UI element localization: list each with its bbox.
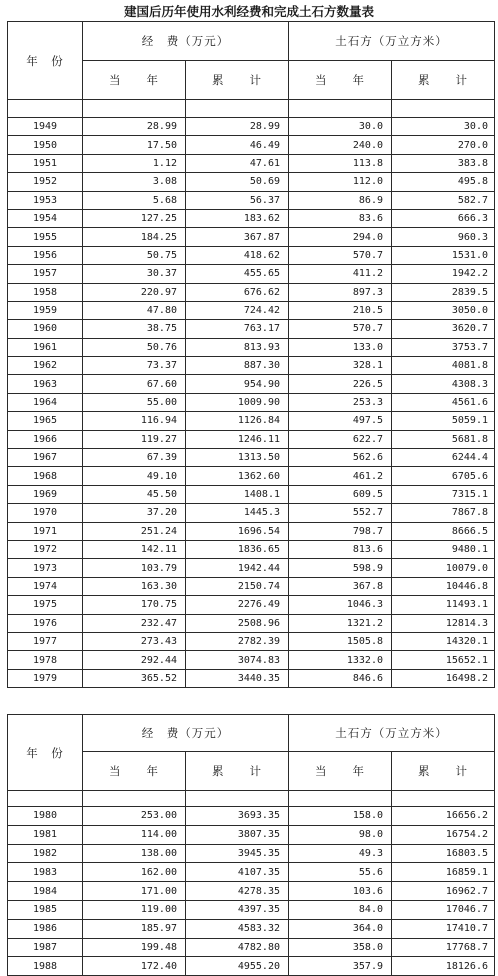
earthwork-current-cell: 552.7: [289, 504, 392, 522]
funds-cumulative-cell: 2508.96: [186, 614, 289, 632]
funds-cumulative-cell: 3807.35: [186, 825, 289, 844]
funds-cumulative-cell: 1009.90: [186, 393, 289, 411]
year-cell: 1985: [8, 900, 83, 919]
funds-cumulative-cell: 367.87: [186, 228, 289, 246]
year-cell: 1973: [8, 559, 83, 577]
funds-cumulative-cell: 4107.35: [186, 863, 289, 882]
earthwork-cumulative-cell: 3620.7: [392, 320, 495, 338]
year-cell: 1984: [8, 882, 83, 901]
earthwork-current-cell: 226.5: [289, 375, 392, 393]
funds-header: 经 费（万元）: [83, 22, 289, 61]
table-row: [8, 467, 495, 485]
year-cell: 1971: [8, 522, 83, 540]
table-row: [8, 173, 495, 191]
earthwork-current-cell: 328.1: [289, 357, 392, 375]
earthwork-cumulative-cell: 1942.2: [392, 265, 495, 283]
table-row: [8, 154, 495, 172]
earthwork-cumulative-cell: 11493.1: [392, 596, 495, 614]
earthwork-current-cell: 798.7: [289, 522, 392, 540]
year-cell: 1959: [8, 301, 83, 319]
funds-current-cell: 365.52: [83, 669, 186, 687]
funds-cumulative-cell: 28.99: [186, 118, 289, 136]
table-row: [8, 577, 495, 595]
funds-current-cell: 138.00: [83, 844, 186, 863]
funds-earthwork-table-1949-1979: [7, 21, 495, 688]
earthwork-cumulative-cell: 5059.1: [392, 412, 495, 430]
funds-current-cell: 273.43: [83, 632, 186, 650]
table-row: [8, 900, 495, 919]
year-cell: 1979: [8, 669, 83, 687]
funds-header: 经 费（万元）: [83, 715, 289, 752]
table-row: [8, 430, 495, 448]
earthwork-cumulative-cell: 4081.8: [392, 357, 495, 375]
earthwork-current-cell: 609.5: [289, 485, 392, 503]
earthwork-cumulative-cell: 4308.3: [392, 375, 495, 393]
year-cell: 1958: [8, 283, 83, 301]
year-cell: 1953: [8, 191, 83, 209]
funds-cumulative-cell: 1408.1: [186, 485, 289, 503]
funds-cumulative-cell: 2150.74: [186, 577, 289, 595]
table-row: [8, 938, 495, 957]
header-spacer-row: [8, 791, 495, 807]
funds-cumulative-cell: 1362.60: [186, 467, 289, 485]
earthwork-cumulative-cell: 16656.2: [392, 807, 495, 826]
funds-current-cell: 292.44: [83, 651, 186, 669]
year-cell: 1988: [8, 957, 83, 976]
year-cell: 1963: [8, 375, 83, 393]
year-cell: 1950: [8, 136, 83, 154]
year-header: 年 份: [8, 715, 83, 791]
funds-current-cell: 162.00: [83, 863, 186, 882]
earthwork-current-cell: 897.3: [289, 283, 392, 301]
earthwork-current-cell: 1321.2: [289, 614, 392, 632]
earthwork-current-cell: 86.9: [289, 191, 392, 209]
earthwork-current-cell: 461.2: [289, 467, 392, 485]
funds-cumulative-cell: 56.37: [186, 191, 289, 209]
year-cell: 1949: [8, 118, 83, 136]
year-cell: 1982: [8, 844, 83, 863]
funds-cumulative-cell: 2276.49: [186, 596, 289, 614]
earthwork-cumulative-cell: 582.7: [392, 191, 495, 209]
earthwork-current-cell: 1505.8: [289, 632, 392, 650]
earthwork-cumulative-cell: 10079.0: [392, 559, 495, 577]
earthwork-current-cell: 367.8: [289, 577, 392, 595]
earthwork-current-cell: 846.6: [289, 669, 392, 687]
table-1-body: [8, 118, 495, 688]
funds-cumulative-cell: 1246.11: [186, 430, 289, 448]
earthwork-header: 土石方（万立方米）: [289, 22, 495, 61]
earthwork-cumulative-cell: 17410.7: [392, 919, 495, 938]
funds-current-cell: 3.08: [83, 173, 186, 191]
funds-current-cell: 119.27: [83, 430, 186, 448]
earthwork-current-cell: 357.9: [289, 957, 392, 976]
earthwork-current-cell: 598.9: [289, 559, 392, 577]
funds-cumulative-cell: 1313.50: [186, 449, 289, 467]
earthwork-cumulative-cell: 16754.2: [392, 825, 495, 844]
earthwork-current-cell: 294.0: [289, 228, 392, 246]
funds-cumulative-cell: 954.90: [186, 375, 289, 393]
earthwork-cumulative-cell: 6244.4: [392, 449, 495, 467]
funds-current-cell: 170.75: [83, 596, 186, 614]
year-cell: 1954: [8, 209, 83, 227]
funds-current-header: 当 年: [83, 61, 186, 100]
table-row: [8, 651, 495, 669]
funds-current-cell: 1.12: [83, 154, 186, 172]
year-cell: 1951: [8, 154, 83, 172]
table-row: [8, 338, 495, 356]
earthwork-cumulative-cell: 5681.8: [392, 430, 495, 448]
funds-cumulative-header: 累 计: [186, 752, 289, 791]
earthwork-cumulative-cell: 18126.6: [392, 957, 495, 976]
earthwork-cumulative-cell: 15652.1: [392, 651, 495, 669]
funds-cumulative-cell: 4397.35: [186, 900, 289, 919]
year-cell: 1962: [8, 357, 83, 375]
table-row: [8, 301, 495, 319]
funds-earthwork-table-1980-1988: [7, 714, 495, 976]
earthwork-current-cell: 364.0: [289, 919, 392, 938]
year-cell: 1981: [8, 825, 83, 844]
funds-cumulative-header: 累 计: [186, 61, 289, 100]
earthwork-current-cell: 112.0: [289, 173, 392, 191]
funds-current-cell: 119.00: [83, 900, 186, 919]
funds-cumulative-cell: 418.62: [186, 246, 289, 264]
earthwork-cumulative-cell: 383.8: [392, 154, 495, 172]
year-cell: 1987: [8, 938, 83, 957]
earthwork-current-cell: 411.2: [289, 265, 392, 283]
funds-current-cell: 49.10: [83, 467, 186, 485]
funds-current-header: 当 年: [83, 752, 186, 791]
table-row: [8, 393, 495, 411]
earthwork-current-cell: 813.6: [289, 540, 392, 558]
funds-current-cell: 45.50: [83, 485, 186, 503]
funds-current-cell: 17.50: [83, 136, 186, 154]
funds-cumulative-cell: 763.17: [186, 320, 289, 338]
earthwork-cumulative-cell: 16859.1: [392, 863, 495, 882]
earthwork-current-cell: 113.8: [289, 154, 392, 172]
funds-cumulative-cell: 455.65: [186, 265, 289, 283]
earthwork-current-cell: 133.0: [289, 338, 392, 356]
earthwork-current-cell: 49.3: [289, 844, 392, 863]
funds-cumulative-cell: 4955.20: [186, 957, 289, 976]
table-row: [8, 957, 495, 976]
funds-cumulative-cell: 1836.65: [186, 540, 289, 558]
funds-cumulative-cell: 50.69: [186, 173, 289, 191]
funds-current-cell: 184.25: [83, 228, 186, 246]
table-row: [8, 449, 495, 467]
table-row: [8, 863, 495, 882]
earthwork-current-header: 当 年: [289, 61, 392, 100]
year-cell: 1965: [8, 412, 83, 430]
earthwork-current-cell: 253.3: [289, 393, 392, 411]
funds-current-cell: 73.37: [83, 357, 186, 375]
earthwork-cumulative-cell: 495.8: [392, 173, 495, 191]
year-header: 年 份: [8, 22, 83, 100]
funds-cumulative-cell: 4782.80: [186, 938, 289, 957]
earthwork-cumulative-header: 累 计: [392, 752, 495, 791]
funds-current-cell: 171.00: [83, 882, 186, 901]
funds-cumulative-cell: 183.62: [186, 209, 289, 227]
earthwork-cumulative-cell: 8666.5: [392, 522, 495, 540]
table-row: [8, 375, 495, 393]
table-row: [8, 228, 495, 246]
earthwork-cumulative-cell: 30.0: [392, 118, 495, 136]
year-cell: 1967: [8, 449, 83, 467]
funds-cumulative-cell: 724.42: [186, 301, 289, 319]
table-2-body: [8, 807, 495, 976]
funds-cumulative-cell: 1126.84: [186, 412, 289, 430]
funds-cumulative-cell: 1696.54: [186, 522, 289, 540]
earthwork-cumulative-cell: 960.3: [392, 228, 495, 246]
earthwork-current-cell: 358.0: [289, 938, 392, 957]
funds-current-cell: 163.30: [83, 577, 186, 595]
funds-current-cell: 50.75: [83, 246, 186, 264]
funds-current-cell: 28.99: [83, 118, 186, 136]
funds-current-cell: 220.97: [83, 283, 186, 301]
funds-current-cell: 5.68: [83, 191, 186, 209]
year-cell: 1960: [8, 320, 83, 338]
table-row: [8, 320, 495, 338]
funds-current-cell: 127.25: [83, 209, 186, 227]
earthwork-cumulative-cell: 270.0: [392, 136, 495, 154]
table-row: [8, 283, 495, 301]
table-row: [8, 540, 495, 558]
table-row: [8, 118, 495, 136]
table-row: [8, 807, 495, 826]
earthwork-current-cell: 1332.0: [289, 651, 392, 669]
funds-current-cell: 251.24: [83, 522, 186, 540]
table-row: [8, 136, 495, 154]
funds-current-cell: 30.37: [83, 265, 186, 283]
table-row: [8, 191, 495, 209]
table-title: 建国后历年使用水利经费和完成土石方数量表: [123, 4, 374, 19]
earthwork-header: 土石方（万立方米）: [289, 715, 495, 752]
earthwork-current-cell: 158.0: [289, 807, 392, 826]
earthwork-current-cell: 562.6: [289, 449, 392, 467]
earthwork-current-cell: 103.6: [289, 882, 392, 901]
earthwork-current-cell: 98.0: [289, 825, 392, 844]
table-row: [8, 265, 495, 283]
earthwork-current-cell: 570.7: [289, 320, 392, 338]
year-cell: 1983: [8, 863, 83, 882]
funds-cumulative-cell: 3945.35: [186, 844, 289, 863]
table-row: [8, 882, 495, 901]
funds-cumulative-cell: 813.93: [186, 338, 289, 356]
funds-current-cell: 172.40: [83, 957, 186, 976]
earthwork-cumulative-cell: 6705.6: [392, 467, 495, 485]
year-cell: 1976: [8, 614, 83, 632]
year-cell: 1980: [8, 807, 83, 826]
earthwork-current-cell: 622.7: [289, 430, 392, 448]
funds-current-cell: 38.75: [83, 320, 186, 338]
earthwork-cumulative-cell: 3753.7: [392, 338, 495, 356]
earthwork-cumulative-cell: 3050.0: [392, 301, 495, 319]
earthwork-current-header: 当 年: [289, 752, 392, 791]
earthwork-cumulative-cell: 14320.1: [392, 632, 495, 650]
year-cell: 1969: [8, 485, 83, 503]
year-cell: 1975: [8, 596, 83, 614]
funds-current-cell: 253.00: [83, 807, 186, 826]
table-row: [8, 209, 495, 227]
year-cell: 1966: [8, 430, 83, 448]
earthwork-cumulative-cell: 4561.6: [392, 393, 495, 411]
funds-current-cell: 37.20: [83, 504, 186, 522]
funds-current-cell: 55.00: [83, 393, 186, 411]
funds-current-cell: 142.11: [83, 540, 186, 558]
table-row: [8, 522, 495, 540]
header-spacer-row: [8, 100, 495, 118]
year-cell: 1961: [8, 338, 83, 356]
funds-cumulative-cell: 3074.83: [186, 651, 289, 669]
funds-current-cell: 232.47: [83, 614, 186, 632]
funds-current-cell: 114.00: [83, 825, 186, 844]
funds-cumulative-cell: 46.49: [186, 136, 289, 154]
table-row: [8, 357, 495, 375]
earthwork-cumulative-cell: 666.3: [392, 209, 495, 227]
table-row: [8, 825, 495, 844]
funds-current-cell: 103.79: [83, 559, 186, 577]
earthwork-current-cell: 497.5: [289, 412, 392, 430]
earthwork-current-cell: 30.0: [289, 118, 392, 136]
earthwork-current-cell: 1046.3: [289, 596, 392, 614]
funds-current-cell: 116.94: [83, 412, 186, 430]
earthwork-cumulative-cell: 16803.5: [392, 844, 495, 863]
earthwork-cumulative-cell: 7867.8: [392, 504, 495, 522]
earthwork-cumulative-header: 累 计: [392, 61, 495, 100]
earthwork-cumulative-cell: 1531.0: [392, 246, 495, 264]
table-row: [8, 596, 495, 614]
table-row: [8, 614, 495, 632]
year-cell: 1964: [8, 393, 83, 411]
funds-cumulative-cell: 4278.35: [186, 882, 289, 901]
funds-current-cell: 199.48: [83, 938, 186, 957]
funds-cumulative-cell: 887.30: [186, 357, 289, 375]
funds-current-cell: 50.76: [83, 338, 186, 356]
table-row: [8, 412, 495, 430]
earthwork-current-cell: 84.0: [289, 900, 392, 919]
earthwork-current-cell: 240.0: [289, 136, 392, 154]
year-cell: 1955: [8, 228, 83, 246]
funds-cumulative-cell: 676.62: [186, 283, 289, 301]
funds-cumulative-cell: 1445.3: [186, 504, 289, 522]
earthwork-current-cell: 83.6: [289, 209, 392, 227]
funds-current-cell: 67.60: [83, 375, 186, 393]
earthwork-cumulative-cell: 10446.8: [392, 577, 495, 595]
funds-current-cell: 47.80: [83, 301, 186, 319]
earthwork-cumulative-cell: 17046.7: [392, 900, 495, 919]
earthwork-current-cell: 210.5: [289, 301, 392, 319]
earthwork-cumulative-cell: 16962.7: [392, 882, 495, 901]
earthwork-cumulative-cell: 9480.1: [392, 540, 495, 558]
table-row: [8, 559, 495, 577]
table-row: [8, 669, 495, 687]
year-cell: 1986: [8, 919, 83, 938]
year-cell: 1968: [8, 467, 83, 485]
funds-current-cell: 185.97: [83, 919, 186, 938]
year-cell: 1974: [8, 577, 83, 595]
year-cell: 1956: [8, 246, 83, 264]
funds-cumulative-cell: 3440.35: [186, 669, 289, 687]
funds-cumulative-cell: 2782.39: [186, 632, 289, 650]
year-cell: 1952: [8, 173, 83, 191]
earthwork-cumulative-cell: 2839.5: [392, 283, 495, 301]
year-cell: 1977: [8, 632, 83, 650]
earthwork-cumulative-cell: 17768.7: [392, 938, 495, 957]
table-row: [8, 844, 495, 863]
table-row: [8, 246, 495, 264]
funds-cumulative-cell: 1942.44: [186, 559, 289, 577]
earthwork-cumulative-cell: 12814.3: [392, 614, 495, 632]
table-row: [8, 919, 495, 938]
earthwork-current-cell: 570.7: [289, 246, 392, 264]
year-cell: 1972: [8, 540, 83, 558]
table-row: [8, 632, 495, 650]
table-row: [8, 504, 495, 522]
table-row: [8, 485, 495, 503]
earthwork-cumulative-cell: 7315.1: [392, 485, 495, 503]
funds-current-cell: 67.39: [83, 449, 186, 467]
year-cell: 1970: [8, 504, 83, 522]
funds-cumulative-cell: 4583.32: [186, 919, 289, 938]
year-cell: 1978: [8, 651, 83, 669]
funds-cumulative-cell: 47.61: [186, 154, 289, 172]
year-cell: 1957: [8, 265, 83, 283]
earthwork-cumulative-cell: 16498.2: [392, 669, 495, 687]
earthwork-current-cell: 55.6: [289, 863, 392, 882]
funds-cumulative-cell: 3693.35: [186, 807, 289, 826]
